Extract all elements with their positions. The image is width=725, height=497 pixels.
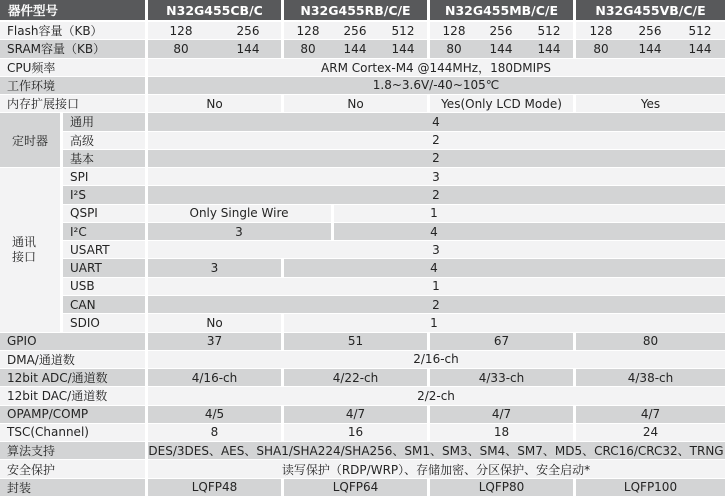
value-cell: 4/22-ch	[332, 370, 379, 385]
row-data-mem-expand-if	[148, 95, 725, 112]
column-separator	[281, 406, 284, 423]
row-security	[0, 460, 725, 478]
row-spi	[0, 168, 725, 186]
row-sublabel-uart: UART	[63, 259, 145, 276]
value-cell: LQFP64	[332, 480, 379, 495]
value-cell: 2	[432, 133, 440, 148]
row-can	[0, 296, 725, 314]
row-label-mem-expand-if: 内存扩展接口	[0, 95, 145, 112]
row-data-spi	[148, 168, 725, 185]
value-cell: 80	[446, 41, 462, 56]
value-cell: No	[347, 96, 364, 111]
row-data-sram	[148, 40, 725, 57]
value-cell: 512	[537, 23, 561, 38]
value-cell: 256	[343, 23, 367, 38]
row-label-adc: 12bit ADC/通道数	[0, 369, 145, 386]
value-cell: 144	[236, 41, 260, 56]
row-sublabel-i2c: I²C	[63, 223, 145, 240]
column-separator	[573, 406, 576, 423]
row-data-timer-advanced	[148, 132, 725, 149]
row-data-cpu-freq	[148, 59, 725, 76]
value-cell: 51	[347, 334, 364, 349]
value-cell: 80	[593, 41, 609, 56]
column-separator	[573, 95, 576, 112]
value-cell: 144	[638, 41, 662, 56]
column-separator	[427, 369, 430, 386]
row-sublabel-timer-basic: 基本	[63, 150, 145, 167]
row-data-security	[148, 460, 725, 477]
column-separator	[427, 40, 430, 57]
value-cell: 80	[300, 41, 316, 56]
column-separator	[281, 314, 284, 331]
value-cell: 4/7	[345, 407, 366, 422]
column-separator	[281, 259, 284, 276]
row-data-algorithms	[148, 442, 725, 459]
header-label: 器件型号	[8, 3, 59, 18]
row-sublabel-usart: USART	[63, 241, 145, 258]
value-cell: LQFP80	[478, 480, 525, 495]
row-data-timer-basic	[148, 150, 725, 167]
row-timer-general	[0, 113, 725, 131]
row-timer-advanced	[0, 132, 725, 150]
row-qspi	[0, 205, 725, 223]
value-cell: 256	[638, 23, 662, 38]
value-cell: 144	[391, 41, 415, 56]
value-cell: Only Single Wire	[189, 206, 289, 221]
row-tsc	[0, 424, 725, 442]
column-separator	[573, 333, 576, 350]
row-sublabel-spi: SPI	[63, 168, 145, 185]
row-data-timer-general	[148, 113, 725, 130]
row-data-i2c	[148, 223, 725, 240]
value-cell: 144	[489, 41, 513, 56]
value-cell: DES/3DES、AES、SHA1/SHA224/SHA256、SM1、SM3、SM4、SM7、MD5、CRC16/CRC32、TRNG	[148, 444, 724, 459]
value-cell: 4	[432, 114, 440, 129]
value-cell: Yes(Only LCD Mode)	[441, 96, 562, 111]
column-separator	[573, 40, 576, 57]
row-data-dac	[148, 387, 725, 404]
column-separator	[427, 0, 430, 20]
comm-interface-group-cell	[0, 168, 60, 331]
value-cell: 1	[430, 315, 438, 330]
column-separator	[145, 0, 148, 20]
value-cell: 2	[432, 188, 440, 203]
row-data-dma	[148, 351, 725, 368]
value-cell: 144	[537, 41, 561, 56]
value-cell: 144	[688, 41, 712, 56]
row-label-algorithms: 算法支持	[0, 442, 145, 459]
row-usart	[0, 241, 725, 259]
value-cell: 128	[589, 23, 613, 38]
value-cell: 8	[210, 425, 219, 440]
timer-group-cell	[0, 113, 60, 167]
row-sublabel-i2s: I²S	[63, 186, 145, 203]
value-cell: 512	[391, 23, 415, 38]
row-package	[0, 479, 725, 497]
row-cpu-freq	[0, 59, 725, 77]
value-cell: 37	[206, 334, 223, 349]
column-separator	[281, 95, 284, 112]
column-separator	[427, 333, 430, 350]
row-data-usart	[148, 241, 725, 258]
column-separator	[281, 22, 284, 39]
column-separator	[427, 479, 430, 496]
row-label-dma: DMA/通道数	[0, 351, 145, 368]
row-label-gpio: GPIO	[0, 333, 145, 350]
value-cell: 3	[210, 261, 219, 276]
column-separator	[573, 369, 576, 386]
row-i2c	[0, 223, 725, 241]
row-label-tsc: TSC(Channel)	[0, 424, 145, 441]
row-algorithms	[0, 442, 725, 460]
column-separator	[331, 223, 334, 240]
value-cell: 2/2-ch	[417, 388, 455, 403]
column-separator	[427, 424, 430, 441]
row-data-tsc	[148, 424, 725, 441]
column-separator	[281, 0, 284, 20]
column-separator	[281, 333, 284, 350]
row-data-package	[148, 479, 725, 496]
row-sublabel-usb: USB	[63, 278, 145, 295]
row-data-can	[148, 296, 725, 313]
value-cell: 512	[688, 23, 712, 38]
value-cell: 128	[442, 23, 466, 38]
header-part-number: N32G455RB/C/E	[300, 2, 411, 18]
value-cell: Yes	[640, 96, 661, 111]
row-label-security: 安全保护	[0, 460, 145, 477]
value-cell: 4/33-ch	[478, 370, 525, 385]
row-mem-expand-if	[0, 95, 725, 113]
row-sublabel-qspi: QSPI	[63, 205, 145, 222]
row-label-sram: SRAM容量（KB）	[0, 40, 145, 57]
timer-group-label: 定时器	[12, 133, 49, 148]
row-data-flash	[148, 22, 725, 39]
row-sublabel-can: CAN	[63, 296, 145, 313]
row-data-operating-env	[148, 77, 725, 94]
column-separator	[281, 369, 284, 386]
value-cell: 256	[236, 23, 260, 38]
row-adc	[0, 369, 725, 387]
row-gpio	[0, 333, 725, 351]
table-header-row	[0, 0, 725, 22]
value-cell: 2	[432, 151, 440, 166]
value-cell: 256	[489, 23, 513, 38]
header-part-number: N32G455CB/C	[166, 2, 263, 18]
header-part-number: N32G455VB/C/E	[595, 2, 706, 18]
row-opamp-comp	[0, 406, 725, 424]
value-cell: 144	[343, 41, 367, 56]
value-cell: 4/7	[640, 407, 661, 422]
row-label-flash: Flash容量（KB）	[0, 22, 145, 39]
value-cell: 4	[430, 224, 438, 239]
value-cell: 4/7	[491, 407, 512, 422]
value-cell: No	[206, 315, 223, 330]
column-separator	[573, 0, 576, 20]
value-cell: 16	[347, 425, 364, 440]
row-data-qspi	[148, 205, 725, 222]
row-label-opamp-comp: OPAMP/COMP	[0, 406, 145, 423]
comm-interface-group-label: 通讯接口	[12, 234, 37, 264]
row-timer-basic	[0, 150, 725, 168]
value-cell: 3	[432, 242, 440, 257]
row-label-cpu-freq: CPU频率	[0, 59, 145, 76]
row-data-i2s	[148, 186, 725, 203]
value-cell: LQFP48	[191, 480, 238, 495]
column-separator	[331, 205, 334, 222]
column-separator	[427, 22, 430, 39]
value-cell: 67	[493, 334, 510, 349]
row-data-sdio	[148, 314, 725, 331]
value-cell: 3	[235, 224, 243, 239]
header-data-area	[148, 0, 725, 20]
row-label-package: 封装	[0, 479, 145, 496]
value-cell: 2/16-ch	[413, 352, 459, 367]
value-cell: 128	[296, 23, 320, 38]
row-i2s	[0, 186, 725, 204]
value-cell: 1.8~3.6V/-40~105℃	[372, 78, 500, 93]
column-separator	[281, 40, 284, 57]
row-usb	[0, 278, 725, 296]
table-body	[0, 22, 725, 497]
value-cell: 128	[169, 23, 193, 38]
row-flash	[0, 22, 725, 40]
value-cell: 80	[173, 41, 189, 56]
value-cell: 4/16-ch	[191, 370, 238, 385]
value-cell: 24	[642, 425, 659, 440]
value-cell: LQFP100	[623, 480, 678, 495]
column-separator	[281, 479, 284, 496]
row-data-uart	[148, 259, 725, 276]
column-separator	[427, 95, 430, 112]
row-label-dac: 12bit DAC/通道数	[0, 387, 145, 404]
value-cell: 1	[430, 206, 438, 221]
column-separator	[573, 479, 576, 496]
column-separator	[281, 424, 284, 441]
row-dma	[0, 351, 725, 369]
row-operating-env	[0, 77, 725, 95]
column-separator	[573, 22, 576, 39]
value-cell: 2	[432, 297, 440, 312]
row-data-gpio	[148, 333, 725, 350]
row-uart	[0, 259, 725, 277]
value-cell: No	[206, 96, 223, 111]
value-cell: 4/38-ch	[627, 370, 674, 385]
value-cell: 1	[432, 279, 440, 294]
row-sdio	[0, 314, 725, 332]
row-sublabel-timer-general: 通用	[63, 113, 145, 130]
value-cell: 18	[493, 425, 510, 440]
row-data-opamp-comp	[148, 406, 725, 423]
row-data-adc	[148, 369, 725, 386]
header-part-number: N32G455MB/C/E	[444, 2, 559, 18]
value-cell: 3	[432, 169, 440, 184]
row-sram	[0, 40, 725, 58]
value-cell: 读写保护（RDP/WRP）、存储加密、分区保护、安全启动*	[281, 462, 591, 477]
row-data-usb	[148, 278, 725, 295]
value-cell: ARM Cortex-M4 @144MHz，180DMIPS	[321, 60, 551, 75]
column-separator	[573, 424, 576, 441]
value-cell: 4	[430, 261, 438, 276]
row-dac	[0, 387, 725, 405]
column-separator	[427, 406, 430, 423]
row-sublabel-timer-advanced: 高级	[63, 132, 145, 149]
value-cell: 80	[642, 334, 659, 349]
row-sublabel-sdio: SDIO	[63, 314, 145, 331]
row-label-operating-env: 工作环境	[0, 77, 145, 94]
value-cell: 4/5	[204, 407, 225, 422]
